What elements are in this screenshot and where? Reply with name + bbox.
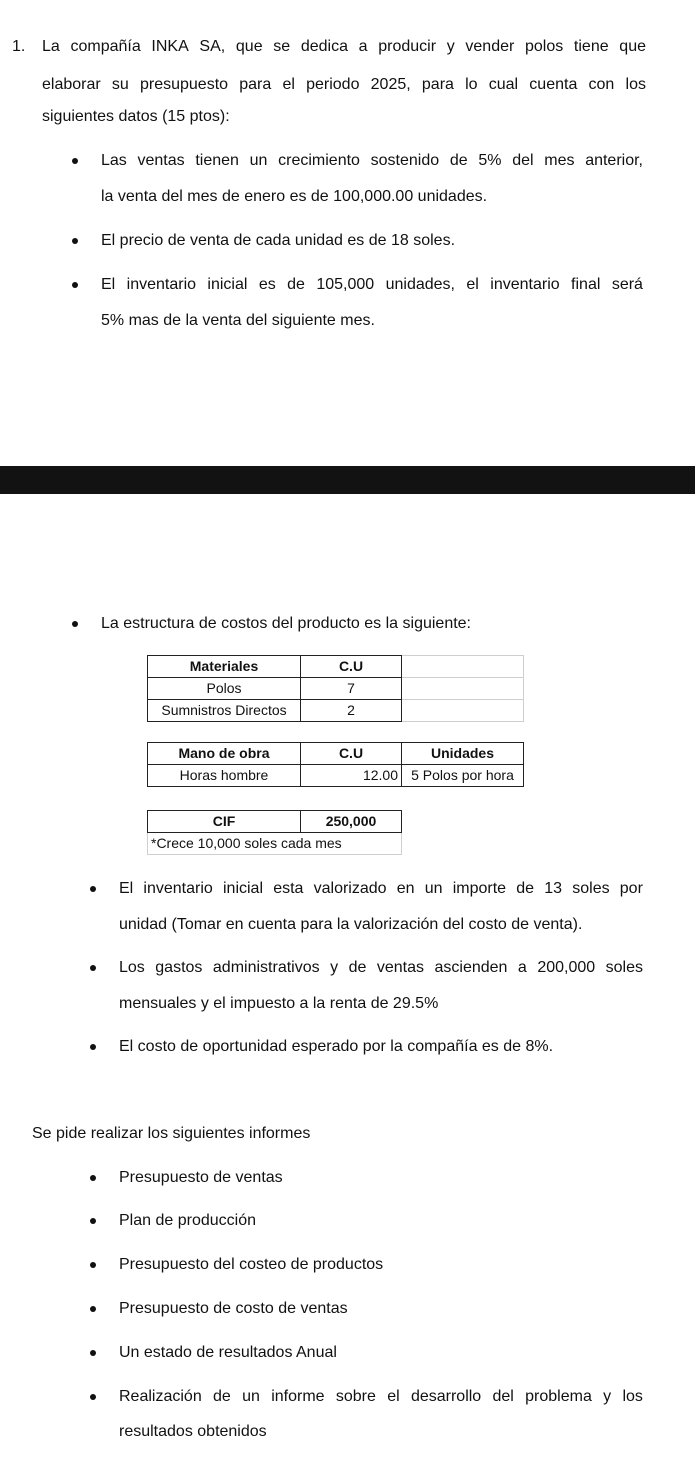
labor-units-header: Unidades xyxy=(402,743,524,765)
word: y xyxy=(446,38,455,55)
material-cu: 7 xyxy=(301,678,402,700)
word: cuenta xyxy=(529,76,578,93)
material-name: Polos xyxy=(148,678,301,700)
word: un xyxy=(249,152,268,169)
word: La xyxy=(42,38,60,55)
word: su xyxy=(111,76,129,93)
report-item: Presupuesto de costo de ventas xyxy=(119,1300,348,1317)
word: presupuesto xyxy=(139,76,229,93)
word: Realización xyxy=(119,1388,202,1405)
bullet-icon xyxy=(72,282,78,288)
intro-line-2 xyxy=(42,75,646,95)
labor-units: 5 Polos por hora xyxy=(402,765,524,787)
word: de xyxy=(213,1388,231,1405)
word: problema xyxy=(525,1388,592,1405)
data-bullet-1-line-2: la venta del mes de enero es de 100,000.00 unidades. xyxy=(101,188,488,205)
word: compañía xyxy=(70,38,141,55)
word: será xyxy=(611,276,643,293)
bullet-icon xyxy=(72,621,78,627)
word: informe xyxy=(271,1388,325,1405)
word: para xyxy=(239,76,272,93)
material-name: Sumnistros Directos xyxy=(148,700,301,722)
cif-note: *Crece 10,000 soles cada mes xyxy=(148,833,402,855)
data-bullet-1-line-1 xyxy=(101,151,643,171)
word: desarrollo xyxy=(410,1388,482,1405)
word: se xyxy=(273,38,291,55)
word: inventario xyxy=(490,276,560,293)
word: Los xyxy=(119,959,145,976)
question-number: 1. xyxy=(12,38,26,55)
report-item: Un estado de resultados Anual xyxy=(119,1344,337,1361)
cu-header: C.U xyxy=(301,656,402,678)
request-heading: Se pide realizar los siguientes informes xyxy=(32,1125,311,1142)
word: de xyxy=(449,152,468,169)
word: valorizado xyxy=(313,880,387,897)
cost-structure-bullet: La estructura de costos del producto es la siguiente: xyxy=(101,615,471,632)
report-item-line-1 xyxy=(119,1387,643,1407)
bullet-icon xyxy=(72,238,78,244)
word: sostenido xyxy=(370,152,440,169)
word: con xyxy=(588,76,615,93)
word: un xyxy=(242,1388,260,1405)
word: final xyxy=(571,276,601,293)
word: un xyxy=(424,880,443,897)
word: tienen xyxy=(195,152,239,169)
word: 105,000 xyxy=(316,276,375,293)
word: mes xyxy=(544,152,575,169)
word: para xyxy=(421,76,454,93)
more-bullet-1-line-1 xyxy=(119,879,643,899)
word: 5% xyxy=(478,152,502,169)
intro-line-1 xyxy=(42,37,646,57)
word: sobre xyxy=(335,1388,376,1405)
word: 200,000 xyxy=(537,959,596,976)
word: y xyxy=(603,1388,612,1405)
word: lo xyxy=(465,76,478,93)
bullet-icon xyxy=(90,1175,96,1181)
report-item: Plan de producción xyxy=(119,1212,256,1229)
word: por xyxy=(619,880,643,897)
word: unidades, xyxy=(385,276,455,293)
word: soles xyxy=(605,959,643,976)
word: inicial xyxy=(207,276,248,293)
data-bullet-3-line-1 xyxy=(101,275,643,295)
dark-divider-band xyxy=(0,466,695,494)
word: que xyxy=(235,38,263,55)
word: producir xyxy=(378,38,437,55)
word: gastos xyxy=(155,959,203,976)
cif-label: CIF xyxy=(148,811,301,833)
word: soles xyxy=(572,880,610,897)
report-item: Presupuesto del costeo de productos xyxy=(119,1256,384,1273)
word: ventas xyxy=(137,152,185,169)
word: de xyxy=(516,880,535,897)
word: anterior, xyxy=(585,152,643,169)
word: el xyxy=(466,276,479,293)
word: importe xyxy=(452,880,507,897)
word: 2025, xyxy=(370,76,411,93)
word: cual xyxy=(488,76,519,93)
empty-cell xyxy=(402,678,524,700)
word: a xyxy=(358,38,368,55)
word: de xyxy=(348,959,367,976)
word: SA, xyxy=(199,38,226,55)
materials-table xyxy=(147,655,524,722)
materials-header: Materiales xyxy=(148,656,301,678)
bullet-icon xyxy=(72,158,78,164)
word: Las xyxy=(101,152,127,169)
bullet-icon xyxy=(90,1350,96,1356)
bullet-icon xyxy=(90,965,96,971)
bullet-icon xyxy=(90,886,96,892)
word: del xyxy=(512,152,534,169)
data-bullet-2-line-1: El precio de venta de cada unidad es de 18 soles. xyxy=(101,232,456,249)
cif-table xyxy=(147,810,402,855)
bullet-icon xyxy=(90,1044,96,1050)
word: esta xyxy=(273,880,304,897)
bullet-icon xyxy=(90,1306,96,1312)
cif-value: 250,000 xyxy=(301,811,402,833)
word: los xyxy=(625,76,646,93)
labor-table xyxy=(147,742,524,787)
word: el xyxy=(387,1388,400,1405)
material-cu: 2 xyxy=(301,700,402,722)
word: El xyxy=(119,880,134,897)
labor-cu-header: C.U xyxy=(301,743,402,765)
word: ventas xyxy=(376,959,424,976)
bullet-icon xyxy=(90,1218,96,1224)
word: que xyxy=(619,38,646,55)
word: elaborar xyxy=(42,76,101,93)
word: el xyxy=(282,76,295,93)
word: tiene xyxy=(573,38,609,55)
empty-cell xyxy=(402,656,524,678)
word: los xyxy=(622,1388,643,1405)
word: INKA xyxy=(151,38,189,55)
word: El xyxy=(101,276,116,293)
report-item: Presupuesto de ventas xyxy=(119,1169,283,1186)
word: es xyxy=(258,276,276,293)
more-bullet-2-line-1 xyxy=(119,958,643,978)
labor-cu: 12.00 xyxy=(301,765,402,787)
word: inventario xyxy=(126,276,197,293)
word: administrativos xyxy=(212,959,320,976)
word: de xyxy=(287,276,305,293)
intro-line-3: siguientes datos (15 ptos): xyxy=(42,108,230,125)
word: a xyxy=(517,959,527,976)
more-bullet-3-line-1: El costo de oportunidad esperado por la compañía es de 8%. xyxy=(119,1038,554,1055)
empty-cell xyxy=(402,700,524,722)
word: 13 xyxy=(544,880,563,897)
word: inventario xyxy=(143,880,213,897)
word: dedica xyxy=(300,38,348,55)
word: inicial xyxy=(222,880,263,897)
word: polos xyxy=(525,38,564,55)
bullet-icon xyxy=(90,1262,96,1268)
data-bullet-3-line-2: 5% mas de la venta del siguiente mes. xyxy=(101,312,375,329)
word: periodo xyxy=(306,76,360,93)
labor-header: Mano de obra xyxy=(148,743,301,765)
word: ascienden xyxy=(434,959,508,976)
bullet-icon xyxy=(90,1394,96,1400)
report-item-line-2: resultados obtenidos xyxy=(119,1423,267,1440)
word: crecimiento xyxy=(278,152,360,169)
word: en xyxy=(396,880,415,897)
word: y xyxy=(330,959,339,976)
more-bullet-2-line-2: mensuales y el impuesto a la renta de 29.5% xyxy=(119,995,439,1012)
word: vender xyxy=(465,38,515,55)
more-bullet-1-line-2: unidad (Tomar en cuenta para la valorización del costo de venta). xyxy=(119,916,583,933)
word: del xyxy=(492,1388,514,1405)
labor-name: Horas hombre xyxy=(148,765,301,787)
